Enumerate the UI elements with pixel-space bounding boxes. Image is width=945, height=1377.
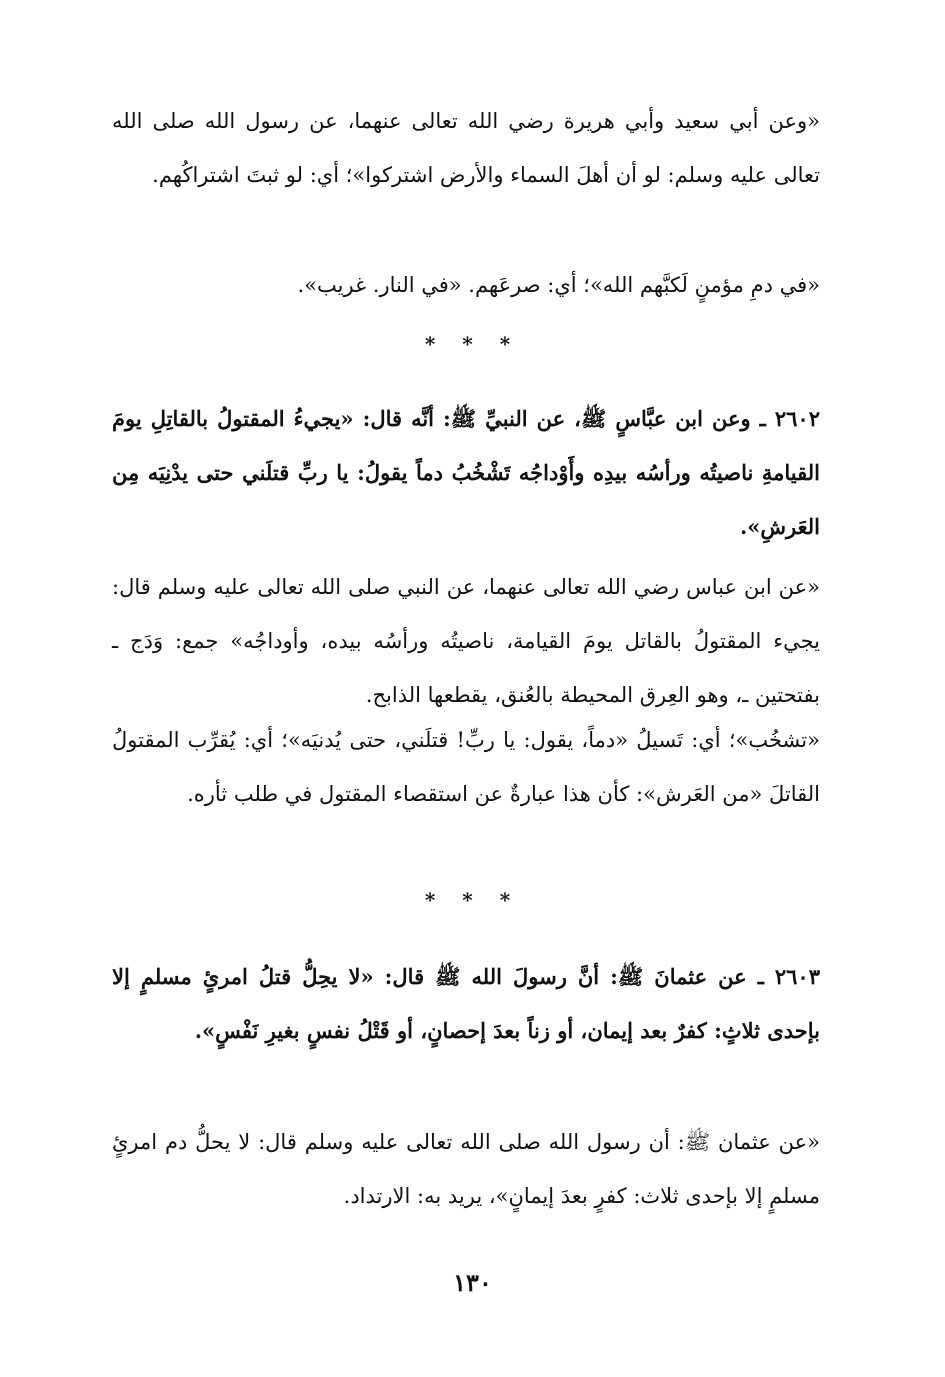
hadith-2602-text: ٢٦٠٢ ـ وعن ابن عبَّاسٍ ﷺ، عن النبيِّ ﷺ: أنَّه قال: «يجيءُ المقتولُ بالقاتِلِ يومَ القيامةِ ناصيتُه ورأسُه بيدِه وأَوْداجُه تَشْخُبُ دماً يقولُ: يا ربِّ قتلَني حتى يدْنِيَه مِن العَرشِ». — [112, 406, 820, 539]
commentary-text-4: «تشخُب»؛ أي: تَسيلُ «دماً، يقول: يا ربِّ! قتلَني، حتى يُدنيَه»؛ أي: يُقرِّب المقتولُ القاتلَ «من العَرش»: كأن هذا عبارةٌ عن استقصاء المقتول في طلب ثأره. — [112, 728, 820, 806]
hadith-2603 — [112, 950, 820, 1058]
section-separator-2: * * * — [424, 888, 521, 912]
section-separator-1: * * * — [424, 332, 521, 356]
commentary-text-2: «في دمِ مؤمنٍ لَكبَّهم الله»؛ أي: صرعَهم. «في النار. غريب». — [297, 273, 820, 297]
commentary-text-5: «عن عثمان ﷺ: أن رسول الله صلى الله تعالى عليه وسلم قال: لا يحلُّ دم امرئٍ مسلمٍ إلا بإحدى ثلاث: كفرٍ بعدَ إيمانٍ»، يريد به: الارتداد. — [112, 1130, 820, 1208]
paragraph-commentary-5 — [112, 1115, 820, 1223]
commentary-text-3: «عن ابن عباس رضي الله تعالى عنهما، عن النبي صلى الله تعالى عليه وسلم قال: يجيء المقتولُ بالقاتل يومَ القيامة، ناصيتُه ورأسُه بيده، وأوداجُه» جمع: وَدَج ـ بفتحتين ـ، وهو العِرق المحيطة بالعُنق، يقطعها الذابح. — [112, 575, 820, 707]
page-number: ١٣٠ — [453, 1268, 492, 1297]
paragraph-commentary-3 — [112, 560, 820, 722]
paragraph-commentary-2 — [112, 258, 820, 312]
hadith-2603-text: ٢٦٠٣ ـ عن عثمانَ ﷺ: أنَّ رسولَ الله ﷺ قال: «لا يحِلُّ قتلُ امرئٍ مسلمٍ إلا بإحدى ثلاثٍ: كفرٌ بعد إيمان، أو زناً بعدَ إحصانٍ، أو قَتْلُ نفسٍ بغيرِ نَفْسٍ». — [112, 964, 820, 1043]
hadith-2602 — [112, 392, 820, 554]
commentary-text-1: «وعن أبي سعيد وأبي هريرة رضي الله تعالى عنهما، عن رسول الله صلى الله تعالى عليه وسلم: لو أن أهلَ السماء والأرض اشتركوا»؛ أي: لو ثبتَ اشتراكُهم. — [112, 109, 820, 187]
paragraph-commentary-1 — [112, 94, 820, 202]
paragraph-commentary-4 — [112, 713, 820, 821]
